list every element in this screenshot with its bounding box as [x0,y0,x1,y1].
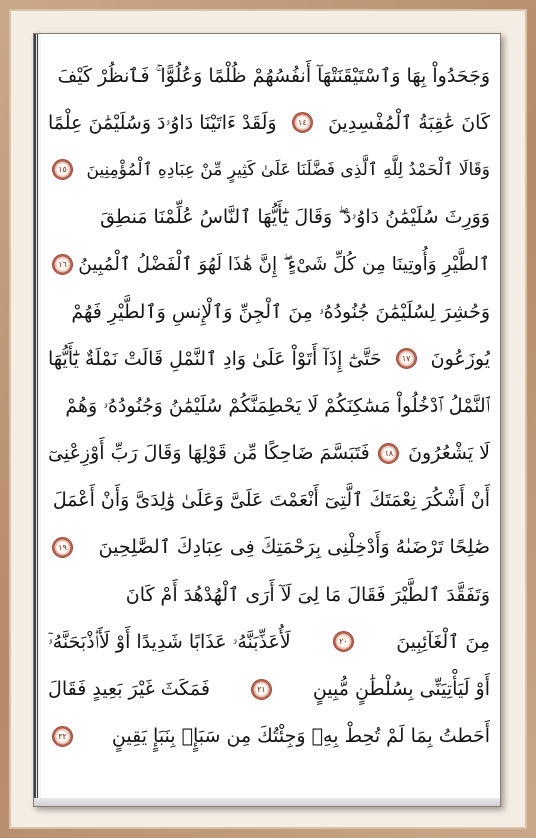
verse-text: كَانَ عَٰقِبَةُ ٱلْمُفْسِدِينَ [328,111,490,134]
verse-text: فَمَكَثَ غَيْرَ بَعِيدٍ فَقَالَ [48,678,210,701]
page-bottom-edge [34,798,500,806]
verse-line [48,335,490,382]
ayah-number-marker: ١٥ [52,159,73,180]
verse-line [48,430,490,477]
verse-text: ٱلطَّيْرِ وَأُوتِينَا مِن كُلِّ شَىْءٍ ۖ إِنَّ هَٰذَا لَهُوَ ٱلْفَضْلُ ٱلْمُبِينُ [78,253,490,275]
verse-line [48,146,490,193]
ayah-number-marker: ١٨ [378,443,399,464]
verse-line [48,477,490,524]
verse-line [48,382,490,429]
ayah-number-marker: ٢١ [251,679,272,700]
verse-text: وَوَرِثَ سُلَيْمَٰنُ دَاوُۥدَ ۖ وَقَالَ يَٰٓأَيُّهَا ٱلنَّاسُ عُلِّمْنَا مَنطِقَ [100,206,490,229]
page-spine [34,34,41,806]
verse-text: صَٰلِحًا تَرْضَىٰهُ وَأَدْخِلْنِى بِرَحْمَتِكَ فِى عِبَادِكَ ٱلصَّٰلِحِينَ [98,536,490,559]
verse-line [48,241,490,288]
verse-text: لَأُعَذِّبَنَّهُۥ عَذَابًا شَدِيدًا أَوْ لَأَا۟ذْبَحَنَّهُۥٓ [48,630,291,653]
verse-line [48,713,490,760]
ayah-number-marker: ١٤ [292,112,313,133]
verse-text: أَوْ لَيَأْتِيَنِّى بِسُلْطَٰنٍ مُّبِينٍ [312,678,490,701]
verse-line [48,194,490,241]
verse-text: حَتَّىٰٓ إِذَآ أَتَوْاْ عَلَىٰ وَادِ ٱلنَّمْلِ قَالَتْ نَمْلَةٌ يَٰٓأَيُّهَا [48,347,382,370]
verse-line [48,99,490,146]
ayah-number-marker: ١٦ [52,254,73,275]
verse-text: وَلَقَدْ ءَاتَيْنَا دَاوُۥدَ وَسُلَيْمَٰنَ عِلْمًا [48,111,277,134]
verse-line [48,52,490,99]
verse-text: وَحُشِرَ لِسُلَيْمَٰنَ جُنُودُهُۥ مِنَ ٱلْجِنِّ وَٱلْإِنسِ وَٱلطَّيْرِ فَهُمْ [71,300,490,323]
verse-line [48,571,490,618]
mushaf-page [33,33,501,807]
ayah-number-marker: ١٧ [396,348,417,369]
verse-text: وَجَحَدُواْ بِهَا وَٱسْتَيْقَنَتْهَآ أَنفُسُهُمْ ظُلْمًا وَعُلُوًّا ۚ فَٱنظُرْ كَيْفَ [57,64,490,87]
frame-mat [9,9,527,829]
verse-text: أَنْ أَشْكُرَ نِعْمَتَكَ ٱلَّتِىٓ أَنْعَمْتَ عَلَىَّ وَعَلَىٰ وَٰلِدَىَّ وَأَنْ أَعْمَلَ [52,489,490,512]
verse-text: لَا يَشْعُرُونَ [408,442,490,465]
verse-text: يُوزَعُونَ [430,347,490,370]
ayah-number-marker: ٢٢ [52,726,73,747]
verse-line [48,524,490,571]
verse-lines [48,52,490,794]
verse-text: وَتَفَقَّدَ ٱلطَّيْرَ فَقَالَ مَا لِىَ لَآ أَرَى ٱلْهُدْهُدَ أَمْ كَانَ [125,583,490,606]
verse-text: وَقَالَا ٱلْحَمْدُ لِلَّهِ ٱلَّذِى فَضَّلَنَا عَلَىٰ كَثِيرٍ مِّنْ عِبَادِهِ ٱلْمُؤْمِنِينَ [86,160,490,181]
verse-text: فَتَبَسَّمَ ضَاحِكًا مِّن قَوْلِهَا وَقَالَ رَبِّ أَوْزِعْنِىٓ [48,442,370,465]
verse-line [48,665,490,712]
verse-text: ٱلنَّمْلُ ٱدْخُلُواْ مَسَٰكِنَكُمْ لَا يَحْطِمَنَّكُمْ سُلَيْمَٰنُ وَجُنُودُهُۥ وَهُمْ [65,394,490,417]
verse-line [48,288,490,335]
verse-line [48,618,490,665]
ayah-number-marker: ٢٠ [333,631,354,652]
ayah-number-marker: ١٩ [52,537,73,558]
verse-text: أَحَطتُ بِمَا لَمْ تُحِطْ بِهِۦ وَجِئْتُكَ مِن سَبَإٍۭ بِنَبَإٍ يَقِينٍ [111,725,490,748]
verse-text: مِنَ ٱلْغَآئِبِينَ [396,630,490,653]
